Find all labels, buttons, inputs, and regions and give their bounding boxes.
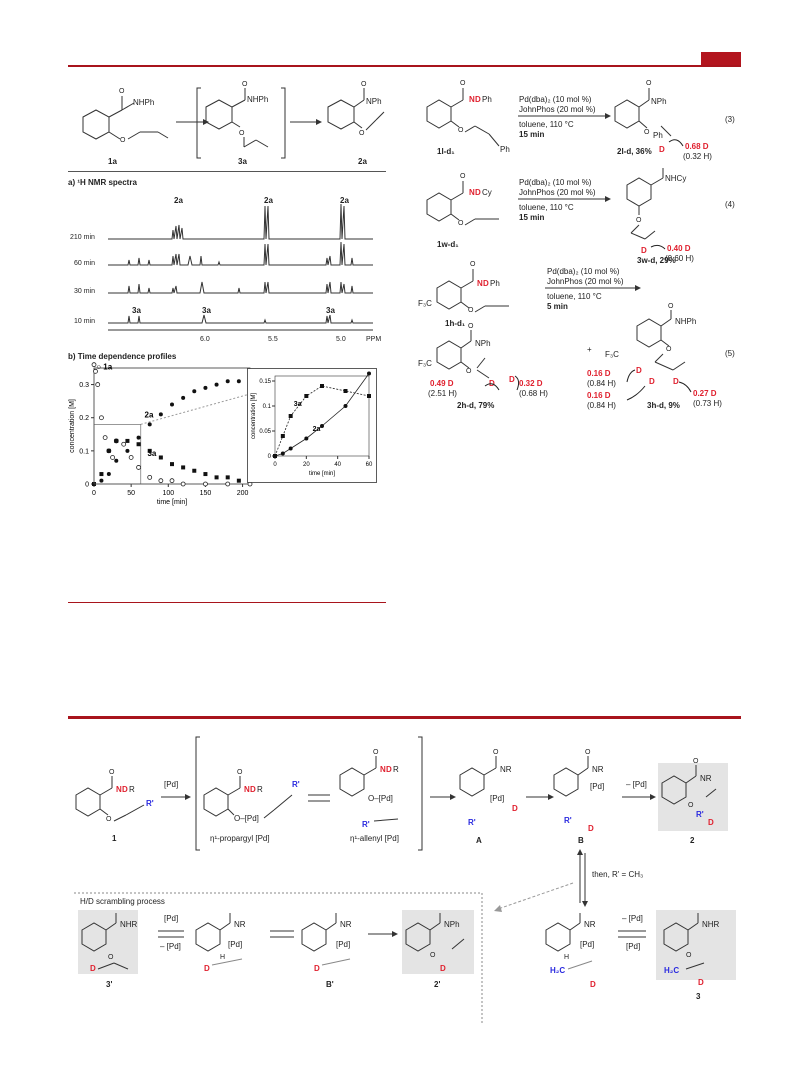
svg-text:Ph: Ph <box>482 95 492 104</box>
svg-text:(4): (4) <box>725 200 735 209</box>
y-tick-label: 0.05 <box>259 429 271 435</box>
svg-text:O: O <box>668 303 674 310</box>
x-tick-label: 0 <box>273 462 277 468</box>
data-point-2a <box>215 383 219 387</box>
data-point-1a <box>111 455 115 459</box>
svg-text:O: O <box>458 127 464 134</box>
x-tick-label: 150 <box>199 490 212 497</box>
svg-text:N: N <box>244 785 250 794</box>
svg-text:3': 3' <box>106 980 113 989</box>
equation-3 <box>415 72 745 162</box>
data-point-2a <box>125 449 129 453</box>
data-point-3a <box>237 479 241 483</box>
y-tick-label: 0 <box>85 481 89 489</box>
eq4-product: 3w-d, 29% <box>637 256 676 265</box>
nmr-trace-label: 210 min <box>70 234 95 241</box>
svg-text:Cy: Cy <box>482 188 492 197</box>
svg-text:Ph: Ph <box>653 131 663 140</box>
data-point-2a <box>320 424 324 428</box>
column-footnote-rule <box>68 602 386 603</box>
header-rule <box>68 65 741 67</box>
data-point-3a <box>226 475 230 479</box>
data-point-2a <box>273 454 277 458</box>
svg-text:D: D <box>440 964 446 973</box>
svg-text:D: D <box>122 785 128 794</box>
svg-text:– [Pd]: – [Pd] <box>626 780 647 789</box>
nmr-peak-label: 2a <box>264 196 273 205</box>
y-tick-label: 0.2 <box>79 415 89 423</box>
svg-text:D: D <box>250 785 256 794</box>
svg-text:NHPh: NHPh <box>675 317 697 326</box>
svg-text:D: D <box>590 980 596 989</box>
svg-text:D: D <box>708 818 714 827</box>
svg-text:NR: NR <box>340 920 352 929</box>
svg-text:(0.60 H): (0.60 H) <box>665 254 694 263</box>
data-point-2a <box>137 436 141 440</box>
nmr-peak-label: 3a <box>132 306 141 315</box>
eq5-reactant: 1h-d₁ <box>445 319 466 328</box>
x-tick-label: 60 <box>365 462 373 468</box>
svg-text:D: D <box>512 804 518 813</box>
svg-text:H: H <box>220 954 226 961</box>
svg-text:NHR: NHR <box>702 920 720 929</box>
svg-text:H₂C: H₂C <box>664 966 680 975</box>
data-point-1a <box>226 482 230 486</box>
data-point-3a <box>159 455 163 459</box>
data-point-1a <box>96 383 100 387</box>
svg-text:NHPh: NHPh <box>133 98 155 107</box>
svg-text:D: D <box>386 765 392 774</box>
svg-text:D: D <box>698 978 704 987</box>
svg-text:O: O <box>242 81 248 88</box>
svg-text:R: R <box>129 785 135 794</box>
svg-text:[Pd]: [Pd] <box>164 780 179 789</box>
scheme-rule <box>68 716 741 719</box>
svg-text:D: D <box>483 279 489 288</box>
svg-text:η¹-propargyl [Pd]: η¹-propargyl [Pd] <box>210 834 270 843</box>
svg-text:NHR: NHR <box>120 920 138 929</box>
nmr-trace-label: 60 min <box>74 260 96 267</box>
data-point-1a <box>159 479 163 483</box>
data-point-3a <box>203 472 207 476</box>
svg-text:O: O <box>361 81 367 88</box>
svg-text:F₃C: F₃C <box>418 359 432 368</box>
time-profile-inset <box>247 368 377 483</box>
y-tick-label: 0.1 <box>262 404 271 410</box>
svg-text:JohnPhos (20 mol %): JohnPhos (20 mol %) <box>519 105 596 114</box>
svg-text:NPh: NPh <box>444 920 460 929</box>
svg-text:NR: NR <box>592 765 604 774</box>
data-point-2a <box>114 459 118 463</box>
data-point-2a <box>181 396 185 400</box>
svg-text:O: O <box>688 802 694 809</box>
svg-text:N: N <box>477 279 483 288</box>
svg-text:D: D <box>475 95 481 104</box>
data-point-3a <box>114 439 118 443</box>
svg-text:– [Pd]: – [Pd] <box>622 914 643 923</box>
eq5-product1: 2h-d, 79% <box>457 401 495 410</box>
data-point-3a <box>289 414 293 418</box>
svg-text:toluene, 110 °C: toluene, 110 °C <box>519 203 574 212</box>
svg-text:D: D <box>641 246 647 255</box>
svg-text:F₃C: F₃C <box>418 299 432 308</box>
nmr-trace-10 <box>108 315 373 323</box>
svg-text:H₂C: H₂C <box>550 966 566 975</box>
data-point-1a <box>148 475 152 479</box>
svg-text:Pd(dba)₂ (10 mol %): Pd(dba)₂ (10 mol %) <box>547 267 620 276</box>
svg-text:N: N <box>116 785 122 794</box>
nmr-trace-210 <box>108 204 373 239</box>
nmr-peak-label: 2a <box>174 196 183 205</box>
svg-text:NPh: NPh <box>475 339 491 348</box>
svg-text:O–[Pd]: O–[Pd] <box>234 814 259 823</box>
svg-text:0.16 D: 0.16 D <box>587 369 611 378</box>
data-point-3a <box>367 394 371 398</box>
svg-text:O: O <box>106 816 112 823</box>
svg-text:O: O <box>120 137 126 144</box>
svg-text:F₃C: F₃C <box>605 350 619 359</box>
svg-text:R: R <box>393 765 399 774</box>
svg-text:toluene, 110 °C: toluene, 110 °C <box>547 292 602 301</box>
svg-text:O: O <box>460 173 466 180</box>
svg-text:D: D <box>636 366 642 375</box>
svg-text:O: O <box>686 952 692 959</box>
data-point-1a <box>170 479 174 483</box>
eq5-product2: 3h-d, 9% <box>647 401 680 410</box>
svg-text:+: + <box>587 345 592 354</box>
svg-text:D: D <box>204 964 210 973</box>
inset-label-3a: 3a <box>293 401 302 408</box>
data-point-3a <box>125 439 129 443</box>
svg-text:JohnPhos (20 mol %): JohnPhos (20 mol %) <box>519 188 596 197</box>
ppm-label: PPM <box>366 336 382 343</box>
svg-text:O: O <box>468 307 474 314</box>
svg-text:O–[Pd]: O–[Pd] <box>368 794 393 803</box>
svg-text:η¹-allenyl [Pd]: η¹-allenyl [Pd] <box>350 834 399 843</box>
svg-text:R': R' <box>292 780 300 789</box>
svg-text:[Pd]: [Pd] <box>580 940 595 949</box>
svg-text:2a: 2a <box>358 157 367 166</box>
svg-text:2: 2 <box>690 836 695 845</box>
nmr-peak-label: 3a <box>202 306 211 315</box>
data-point-2a <box>148 422 152 426</box>
svg-text:O: O <box>644 129 650 136</box>
svg-text:NR: NR <box>700 774 712 783</box>
y-tick-label: 0.15 <box>259 379 271 385</box>
svg-text:(3): (3) <box>725 115 735 124</box>
nmr-trace-60 <box>108 242 373 265</box>
data-point-3a <box>170 462 174 466</box>
compound-1a <box>83 88 168 166</box>
data-point-3a <box>344 389 348 393</box>
svg-text:O: O <box>585 749 591 756</box>
svg-text:R': R' <box>564 816 572 825</box>
svg-text:0.27 D: 0.27 D <box>693 389 717 398</box>
data-point-1a <box>99 416 103 420</box>
svg-text:O: O <box>460 80 466 87</box>
svg-text:O: O <box>119 88 125 95</box>
svg-text:D: D <box>588 824 594 833</box>
data-point-2a <box>170 402 174 406</box>
ppm-tick: 5.0 <box>336 336 346 343</box>
svg-text:5 min: 5 min <box>547 302 568 311</box>
profile-title: b) Time dependence profiles <box>68 352 177 361</box>
data-point-3a <box>137 442 141 446</box>
svg-text:D: D <box>90 964 96 973</box>
svg-text:[Pd]: [Pd] <box>490 794 505 803</box>
data-point-2a <box>281 452 285 456</box>
plot-frame <box>94 368 250 484</box>
svg-text:Ph: Ph <box>500 145 510 154</box>
svg-text:NHCy: NHCy <box>665 174 687 183</box>
svg-text:0.32 D: 0.32 D <box>519 379 543 388</box>
svg-text:D: D <box>509 375 515 384</box>
series-label-2a: 2a <box>144 410 154 420</box>
x-tick-label: 0 <box>92 490 96 497</box>
data-point-3a <box>181 465 185 469</box>
data-point-2a <box>367 372 371 376</box>
svg-text:0.68 D: 0.68 D <box>685 142 709 151</box>
top-scheme <box>68 72 386 172</box>
data-point-2a <box>289 447 293 451</box>
svg-text:D: D <box>314 964 320 973</box>
svg-text:A: A <box>476 836 482 845</box>
data-point-2a <box>226 379 230 383</box>
nmr-peak-label: 2a <box>340 196 349 205</box>
svg-text:NPh: NPh <box>651 97 667 106</box>
nmr-peak-label: 3a <box>326 306 335 315</box>
svg-text:[Pd]: [Pd] <box>626 942 641 951</box>
nmr-trace-30 <box>108 282 373 293</box>
x-tick-label: 200 <box>236 490 249 497</box>
data-point-1a <box>103 436 107 440</box>
data-point-2a <box>99 479 103 483</box>
equation-4 <box>415 165 745 265</box>
svg-text:O: O <box>468 323 474 330</box>
series-label-1a: ○ 1a <box>96 362 113 372</box>
svg-text:D: D <box>673 377 679 386</box>
svg-text:O: O <box>359 130 365 137</box>
svg-text:R': R' <box>362 820 370 829</box>
svg-text:3a: 3a <box>238 157 247 166</box>
y-tick-label: 0 <box>267 454 271 460</box>
zoom-connector <box>141 395 248 425</box>
ppm-tick: 6.0 <box>200 336 210 343</box>
inset-label-2a: 2a <box>312 426 321 433</box>
svg-text:NHPh: NHPh <box>247 95 269 104</box>
svg-text:N: N <box>469 188 475 197</box>
svg-text:R': R' <box>696 810 704 819</box>
data-point-2a <box>237 379 241 383</box>
svg-text:O: O <box>108 954 114 961</box>
mechanism-scheme <box>68 725 748 1025</box>
x-tick-label: 40 <box>334 462 342 468</box>
nmr-title: a) ¹H NMR spectra <box>68 178 137 187</box>
nmr-trace-label: 10 min <box>74 318 96 325</box>
svg-text:O: O <box>693 758 699 765</box>
svg-text:D: D <box>475 188 481 197</box>
data-point-3a <box>281 434 285 438</box>
svg-text:H: H <box>564 954 570 961</box>
svg-text:D: D <box>659 145 665 154</box>
svg-text:3: 3 <box>696 992 701 1001</box>
svg-text:[Pd]: [Pd] <box>590 782 605 791</box>
x-axis-label: time [min] <box>308 471 336 477</box>
data-point-1a <box>129 455 133 459</box>
svg-text:0.40 D: 0.40 D <box>667 244 691 253</box>
compound-3a <box>206 81 268 166</box>
mech-compound-1 <box>76 769 154 843</box>
time-profile-chart <box>68 362 258 510</box>
svg-text:[Pd]: [Pd] <box>336 940 351 949</box>
svg-text:O: O <box>470 261 476 268</box>
svg-text:D: D <box>649 377 655 386</box>
svg-text:Ph: Ph <box>490 279 500 288</box>
svg-text:O: O <box>373 749 379 756</box>
x-tick-label: 100 <box>162 490 175 497</box>
svg-text:then, R' = CH₃: then, R' = CH₃ <box>592 870 644 879</box>
header-tab <box>701 52 741 65</box>
y-axis-label: concentration [M] <box>69 399 76 453</box>
data-point-2a <box>203 386 207 390</box>
x-tick-label: 50 <box>127 490 136 497</box>
svg-text:R': R' <box>146 799 154 808</box>
svg-text:O: O <box>466 368 472 375</box>
ppm-tick: 5.5 <box>268 336 278 343</box>
y-tick-label: 0.1 <box>79 448 89 456</box>
data-point-3a <box>99 472 103 476</box>
svg-text:Pd(dba)₂ (10 mol %): Pd(dba)₂ (10 mol %) <box>519 178 592 187</box>
svg-text:R': R' <box>468 818 476 827</box>
y-axis-label: concentration [M] <box>251 392 257 440</box>
nmr-spectra <box>68 192 386 347</box>
data-point-1a <box>203 482 207 486</box>
svg-text:(5): (5) <box>725 349 735 358</box>
svg-text:1a: 1a <box>108 157 117 166</box>
svg-text:H/D scrambling process: H/D scrambling process <box>80 897 165 906</box>
svg-text:toluene, 110 °C: toluene, 110 °C <box>519 120 574 129</box>
data-point-2a <box>192 389 196 393</box>
svg-text:O: O <box>666 346 672 353</box>
svg-text:O: O <box>430 952 436 959</box>
data-point-3a <box>304 394 308 398</box>
data-point-3a <box>192 469 196 473</box>
data-point-1a <box>137 465 141 469</box>
svg-text:N: N <box>469 95 475 104</box>
svg-text:NR: NR <box>500 765 512 774</box>
svg-text:– [Pd]: – [Pd] <box>160 942 181 951</box>
svg-text:O: O <box>239 130 245 137</box>
svg-text:B': B' <box>326 980 334 989</box>
nmr-trace-label: 30 min <box>74 288 96 295</box>
x-tick-label: 20 <box>302 462 310 468</box>
data-point-2a <box>304 437 308 441</box>
svg-text:JohnPhos (20 mol %): JohnPhos (20 mol %) <box>547 277 624 286</box>
eq3-product: 2l-d, 36% <box>617 147 652 156</box>
series-label-3a: 3a <box>147 448 157 458</box>
svg-text:(0.68 H): (0.68 H) <box>519 389 548 398</box>
svg-text:NR: NR <box>584 920 596 929</box>
data-point-2a <box>344 404 348 408</box>
eq3-reactant: 1l-d₁ <box>437 147 455 156</box>
svg-text:NR: NR <box>234 920 246 929</box>
data-point-2a <box>159 412 163 416</box>
svg-text:O: O <box>458 220 464 227</box>
svg-text:O: O <box>493 749 499 756</box>
svg-text:[Pd]: [Pd] <box>164 914 179 923</box>
svg-text:O: O <box>646 80 652 87</box>
svg-text:0.49 D: 0.49 D <box>430 379 454 388</box>
svg-text:1: 1 <box>112 834 117 843</box>
svg-text:(0.84 H): (0.84 H) <box>587 401 616 410</box>
svg-text:O: O <box>109 769 115 776</box>
svg-text:D: D <box>489 379 495 388</box>
svg-text:2': 2' <box>434 980 441 989</box>
svg-text:(2.51 H): (2.51 H) <box>428 389 457 398</box>
y-tick-label: 0.3 <box>79 382 89 390</box>
data-point-3a <box>215 475 219 479</box>
svg-text:[Pd]: [Pd] <box>228 940 243 949</box>
svg-text:0.16 D: 0.16 D <box>587 391 611 400</box>
data-point-1a <box>122 442 126 446</box>
svg-text:B: B <box>578 836 584 845</box>
svg-text:O: O <box>237 769 243 776</box>
svg-text:R: R <box>257 785 263 794</box>
eq4-reactant: 1w-d₁ <box>437 240 459 249</box>
x-axis-label: time [min] <box>156 499 188 506</box>
svg-text:(0.73 H): (0.73 H) <box>693 399 722 408</box>
compound-2a <box>328 81 384 166</box>
section-divider <box>68 171 386 172</box>
data-point-2a <box>107 472 111 476</box>
data-point-3a <box>320 384 324 388</box>
svg-text:15 min: 15 min <box>519 213 545 222</box>
data-point-1a <box>181 482 185 486</box>
data-point-3a <box>107 449 111 453</box>
svg-text:15 min: 15 min <box>519 130 545 139</box>
svg-text:N: N <box>380 765 386 774</box>
equation-5 <box>415 258 745 418</box>
svg-text:Pd(dba)₂ (10 mol %): Pd(dba)₂ (10 mol %) <box>519 95 592 104</box>
svg-text:(0.32 H): (0.32 H) <box>683 152 712 161</box>
svg-text:O: O <box>636 217 642 224</box>
svg-text:NPh: NPh <box>366 97 382 106</box>
svg-text:(0.84 H): (0.84 H) <box>587 379 616 388</box>
